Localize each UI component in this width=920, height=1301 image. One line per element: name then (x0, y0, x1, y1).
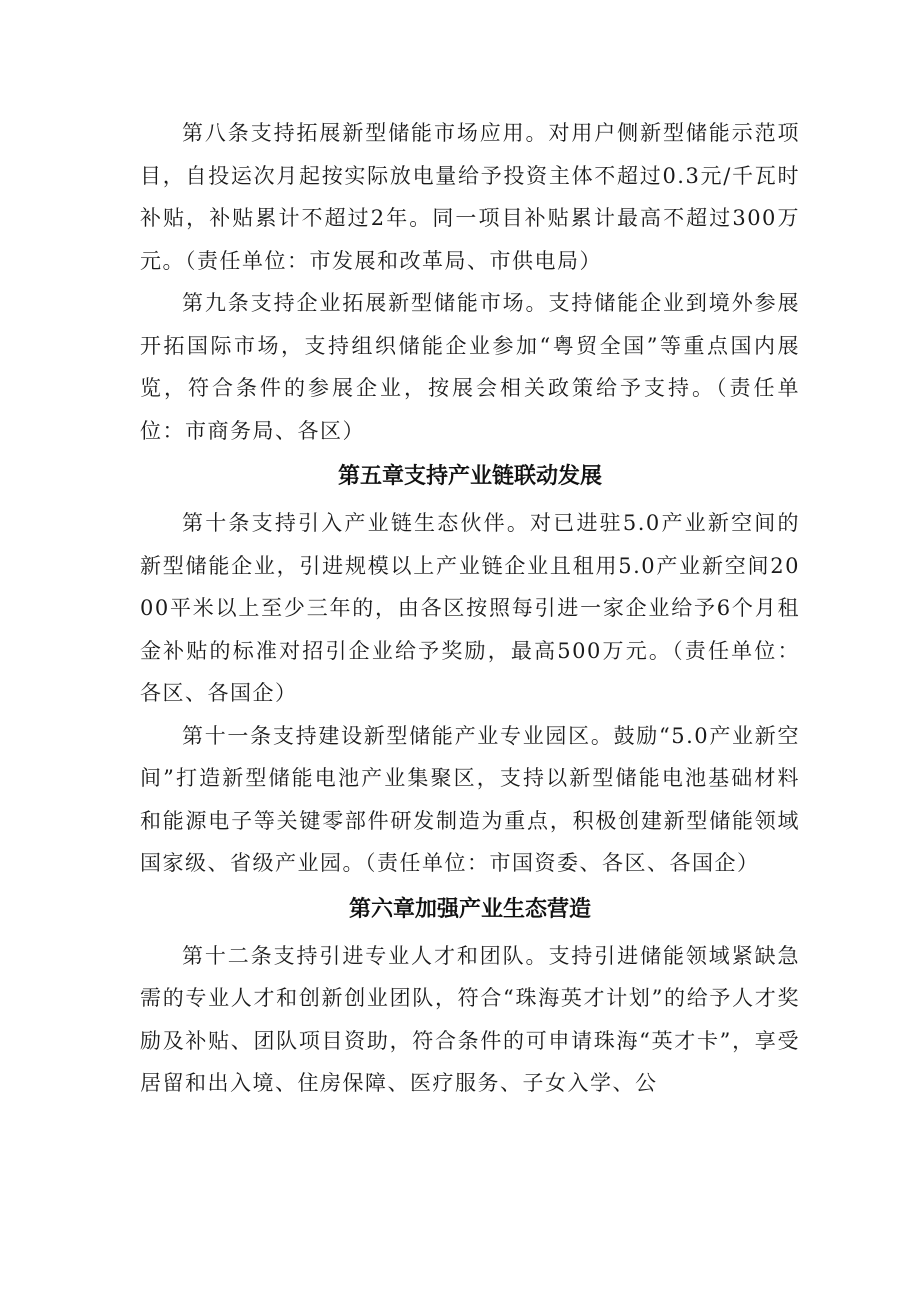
article-12-paragraph: 第十二条支持引进专业人才和团队。支持引进储能领域紧缺急需的专业人才和创新创业团队，符合“珠海英才计划”的给予人才奖励及补贴、团队项目资助，符合条件的可申请珠海“英才卡”，享受居留和出入境、住房保障、医疗服务、子女入学、公 (140, 943, 800, 1095)
article-8-paragraph: 第八条支持拓展新型储能市场应用。对用户侧新型储能示范项目，自投运次月起按实际放电量给予投资主体不超过0.3元/千瓦时补贴，补贴累计不超过2年。同一项目补贴累计最高不超过300万元。（责任单位：市发展和改革局、市供电局） (140, 121, 800, 273)
document-body (140, 112, 800, 1105)
chapter-5-heading: 第五章支持产业链联动发展 (337, 464, 602, 489)
article-11-paragraph: 第十一条支持建设新型储能产业专业园区。鼓励“5.0产业新空间”打造新型储能电池产业集聚区，支持以新型储能电池基础材料和能源电子等关键零部件研发制造为重点，积极创建新型储能领域国家级、省级产业园。（责任单位：市国资委、各区、各国企） (140, 723, 800, 875)
article-9-paragraph: 第九条支持企业拓展新型储能市场。支持储能企业到境外参展开拓国际市场，支持组织储能企业参加“粤贸全国”等重点国内展览，符合条件的参展企业，按展会相关政策给予支持。（责任单位：市商务局、各区） (140, 291, 800, 443)
chapter-6-heading: 第六章加强产业生态营造 (348, 896, 591, 922)
article-10-paragraph: 第十条支持引入产业链生态伙伴。对已进驻5.0产业新空间的新型储能企业，引进规模以上产业链企业且租用5.0产业新空间2000平米以上至少三年的，由各区按照每引进一家企业给予6个月租金补贴的标准对招引企业给予奖励，最高500万元。（责任单位：各区、各国企） (140, 511, 800, 705)
